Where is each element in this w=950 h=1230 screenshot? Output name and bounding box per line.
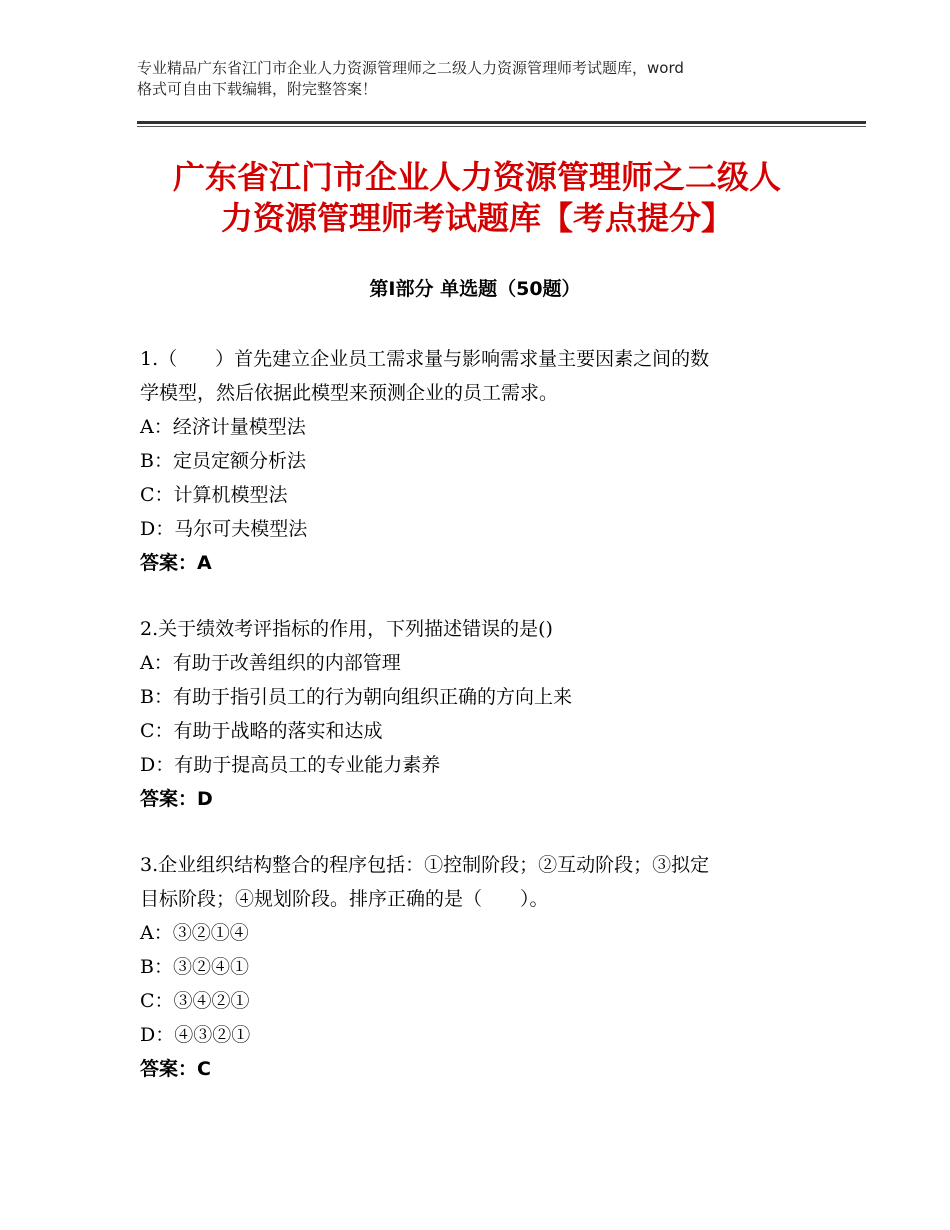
option-a: A：有助于改善组织的内部管理	[140, 652, 401, 674]
question-stem-line: 学模型，然后依据此模型来预测企业的员工需求。	[140, 382, 559, 404]
question-list	[140, 342, 820, 1118]
option-d: D：④③②①	[140, 1024, 251, 1046]
question-stem-line: 3.企业组织结构整合的程序包括：①控制阶段；②互动阶段；③拟定	[140, 854, 710, 876]
option-c: C：有助于战略的落实和达成	[140, 720, 383, 742]
option-a: A：经济计量模型法	[140, 416, 306, 438]
question-stem	[140, 848, 820, 916]
question-1	[140, 342, 820, 580]
question-stem-line: 1.（ ）首先建立企业员工需求量与影响需求量主要因素之间的数	[140, 348, 710, 370]
question-stem	[140, 612, 820, 646]
header-note-line-1: 专业精品广东省江门市企业人力资源管理师之二级人力资源管理师考试题库，word	[137, 59, 684, 77]
option-b: B：③②④①	[140, 956, 249, 978]
question-stem	[140, 342, 820, 410]
header-note-line-2: 格式可自由下载编辑，附完整答案！	[137, 80, 378, 98]
document-title	[137, 157, 817, 239]
section-heading: 第Ⅰ部分 单选题（50题）	[369, 278, 581, 300]
option-b: B：定员定额分析法	[140, 450, 306, 472]
answer-label: 答案：A	[140, 552, 212, 574]
answer-label: 答案：C	[140, 1058, 211, 1080]
header-note	[137, 58, 827, 100]
answer-label: 答案：D	[140, 788, 213, 810]
document-title-line-1: 广东省江门市企业人力资源管理师之二级人	[172, 158, 781, 196]
document-title-line-2: 力资源管理师考试题库【考点提分】	[220, 199, 733, 237]
option-a: A：③②①④	[140, 922, 249, 944]
header-divider-thin	[137, 126, 866, 127]
question-2	[140, 612, 820, 816]
question-stem-line: 目标阶段；④规划阶段。排序正确的是（ ）。	[140, 888, 549, 910]
option-b: B：有助于指引员工的行为朝向组织正确的方向上来	[140, 686, 572, 708]
option-d: D：马尔可夫模型法	[140, 518, 308, 540]
option-c: C：计算机模型法	[140, 484, 288, 506]
question-stem-line: 2.关于绩效考评指标的作用，下列描述错误的是()	[140, 618, 553, 640]
option-d: D：有助于提高员工的专业能力素养	[140, 754, 441, 776]
option-c: C：③④②①	[140, 990, 250, 1012]
header-divider-thick	[137, 121, 866, 124]
question-3	[140, 848, 820, 1086]
